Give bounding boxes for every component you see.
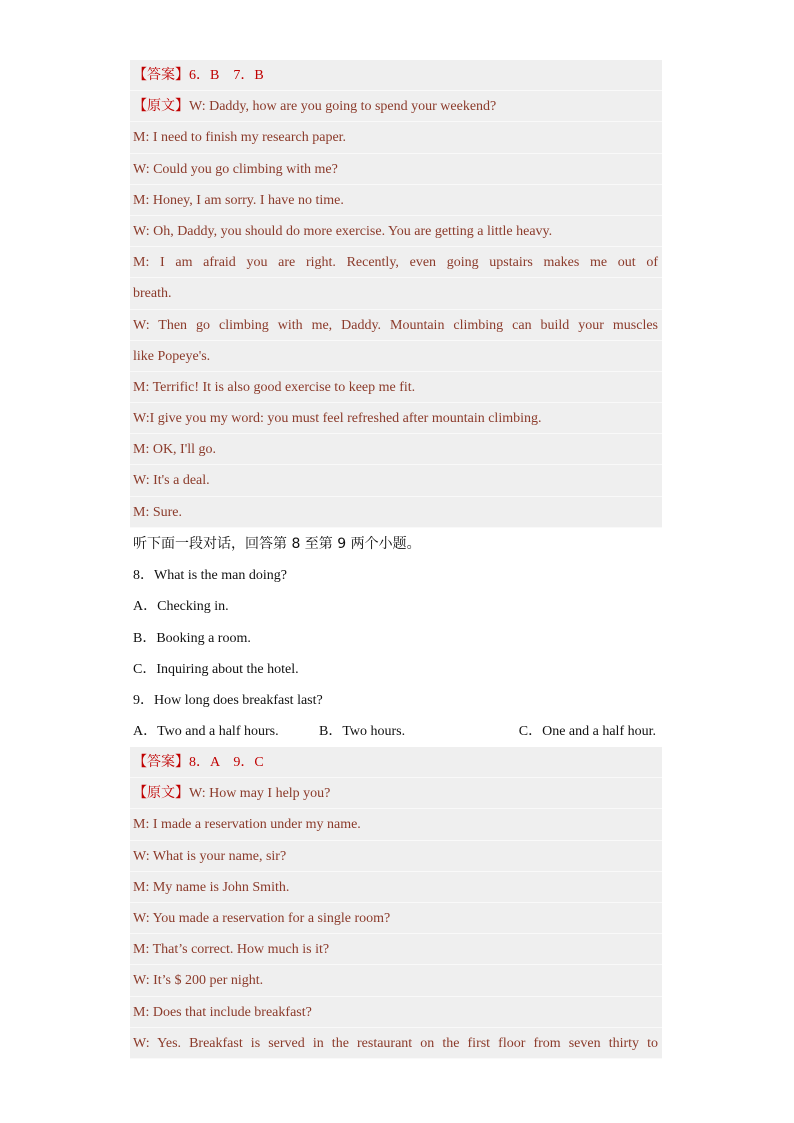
- transcript-block-2: [130, 747, 662, 1059]
- question-9-option-c: C．One and a half hour.: [518, 724, 656, 740]
- transcript-line: W: You made a reservation for a single room?: [130, 903, 662, 934]
- transcript-line: M: My name is John Smith.: [130, 872, 662, 903]
- question-9-option-b: B．Two hours.: [319, 724, 406, 740]
- transcript-line: breath.: [130, 278, 662, 309]
- question-8-option-c: C．Inquiring about the hotel.: [133, 661, 299, 677]
- transcript-line: W:I give you my word: you must feel refreshed after mountain climbing.: [130, 403, 662, 434]
- transcript-line: M: Does that include breakfast?: [130, 997, 662, 1028]
- question-8-stem: 8．What is the man doing?: [133, 568, 287, 584]
- transcript-line: M: Honey, I am sorry. I have no time.: [130, 185, 662, 216]
- transcript-line: W: What is your name, sir?: [130, 841, 662, 872]
- transcript-line: M: Sure.: [130, 497, 662, 528]
- question-9-options: [130, 716, 662, 747]
- question-9-option-a: A．Two and a half hours.: [133, 724, 279, 740]
- answer-tag: 【答案】: [133, 754, 189, 770]
- transcript-line: M: Terrific! It is also good exercise to keep me fit.: [130, 372, 662, 403]
- transcript-line: 【原文】W: How may I help you?: [130, 778, 662, 809]
- transcript-line: M: I made a reservation under my name.: [130, 809, 662, 840]
- question-8-option-a: A．Checking in.: [133, 599, 229, 615]
- transcript-line: 【原文】W: Daddy, how are you going to spend your weekend?: [130, 91, 662, 122]
- answer-line-1: [130, 60, 662, 91]
- answer-text: 6．B 7．B: [189, 68, 264, 83]
- transcript-line: M: I need to finish my research paper.: [130, 122, 662, 153]
- original-tag: 【原文】: [133, 785, 189, 802]
- answer-line-2: [130, 747, 662, 778]
- transcript-line: M: I am afraid you are right. Recently, even going upstairs makes me out of: [130, 247, 662, 278]
- transcript-block-1: [130, 60, 662, 528]
- transcript-line: M: OK, I'll go.: [130, 434, 662, 465]
- question-block: [130, 529, 662, 747]
- transcript-line: W: Oh, Daddy, you should do more exercise. You are getting a little heavy.: [130, 216, 662, 247]
- question-9-stem: 9．How long does breakfast last?: [133, 692, 323, 708]
- question-8-option-b: B．Booking a room.: [133, 630, 251, 646]
- transcript-line: W: It's a deal.: [130, 465, 662, 496]
- answer-tag: 【答案】: [133, 67, 189, 83]
- transcript-line: W: Could you go climbing with me?: [130, 154, 662, 185]
- transcript-line: W: Yes. Breakfast is served in the restaurant on the first floor from seven thirty to: [130, 1028, 662, 1059]
- transcript-line: M: That’s correct. How much is it?: [130, 934, 662, 965]
- transcript-line: W: It’s $ 200 per night.: [130, 965, 662, 996]
- transcript-line: W: Then go climbing with me, Daddy. Mountain climbing can build your muscles: [130, 310, 662, 341]
- transcript-line: like Popeye's.: [130, 341, 662, 372]
- answer-text: 8．A 9．C: [189, 755, 264, 770]
- original-tag: 【原文】: [133, 98, 189, 115]
- question-intro: 听下面一段对话，回答第 8 至第 9 两个小题。: [133, 536, 421, 552]
